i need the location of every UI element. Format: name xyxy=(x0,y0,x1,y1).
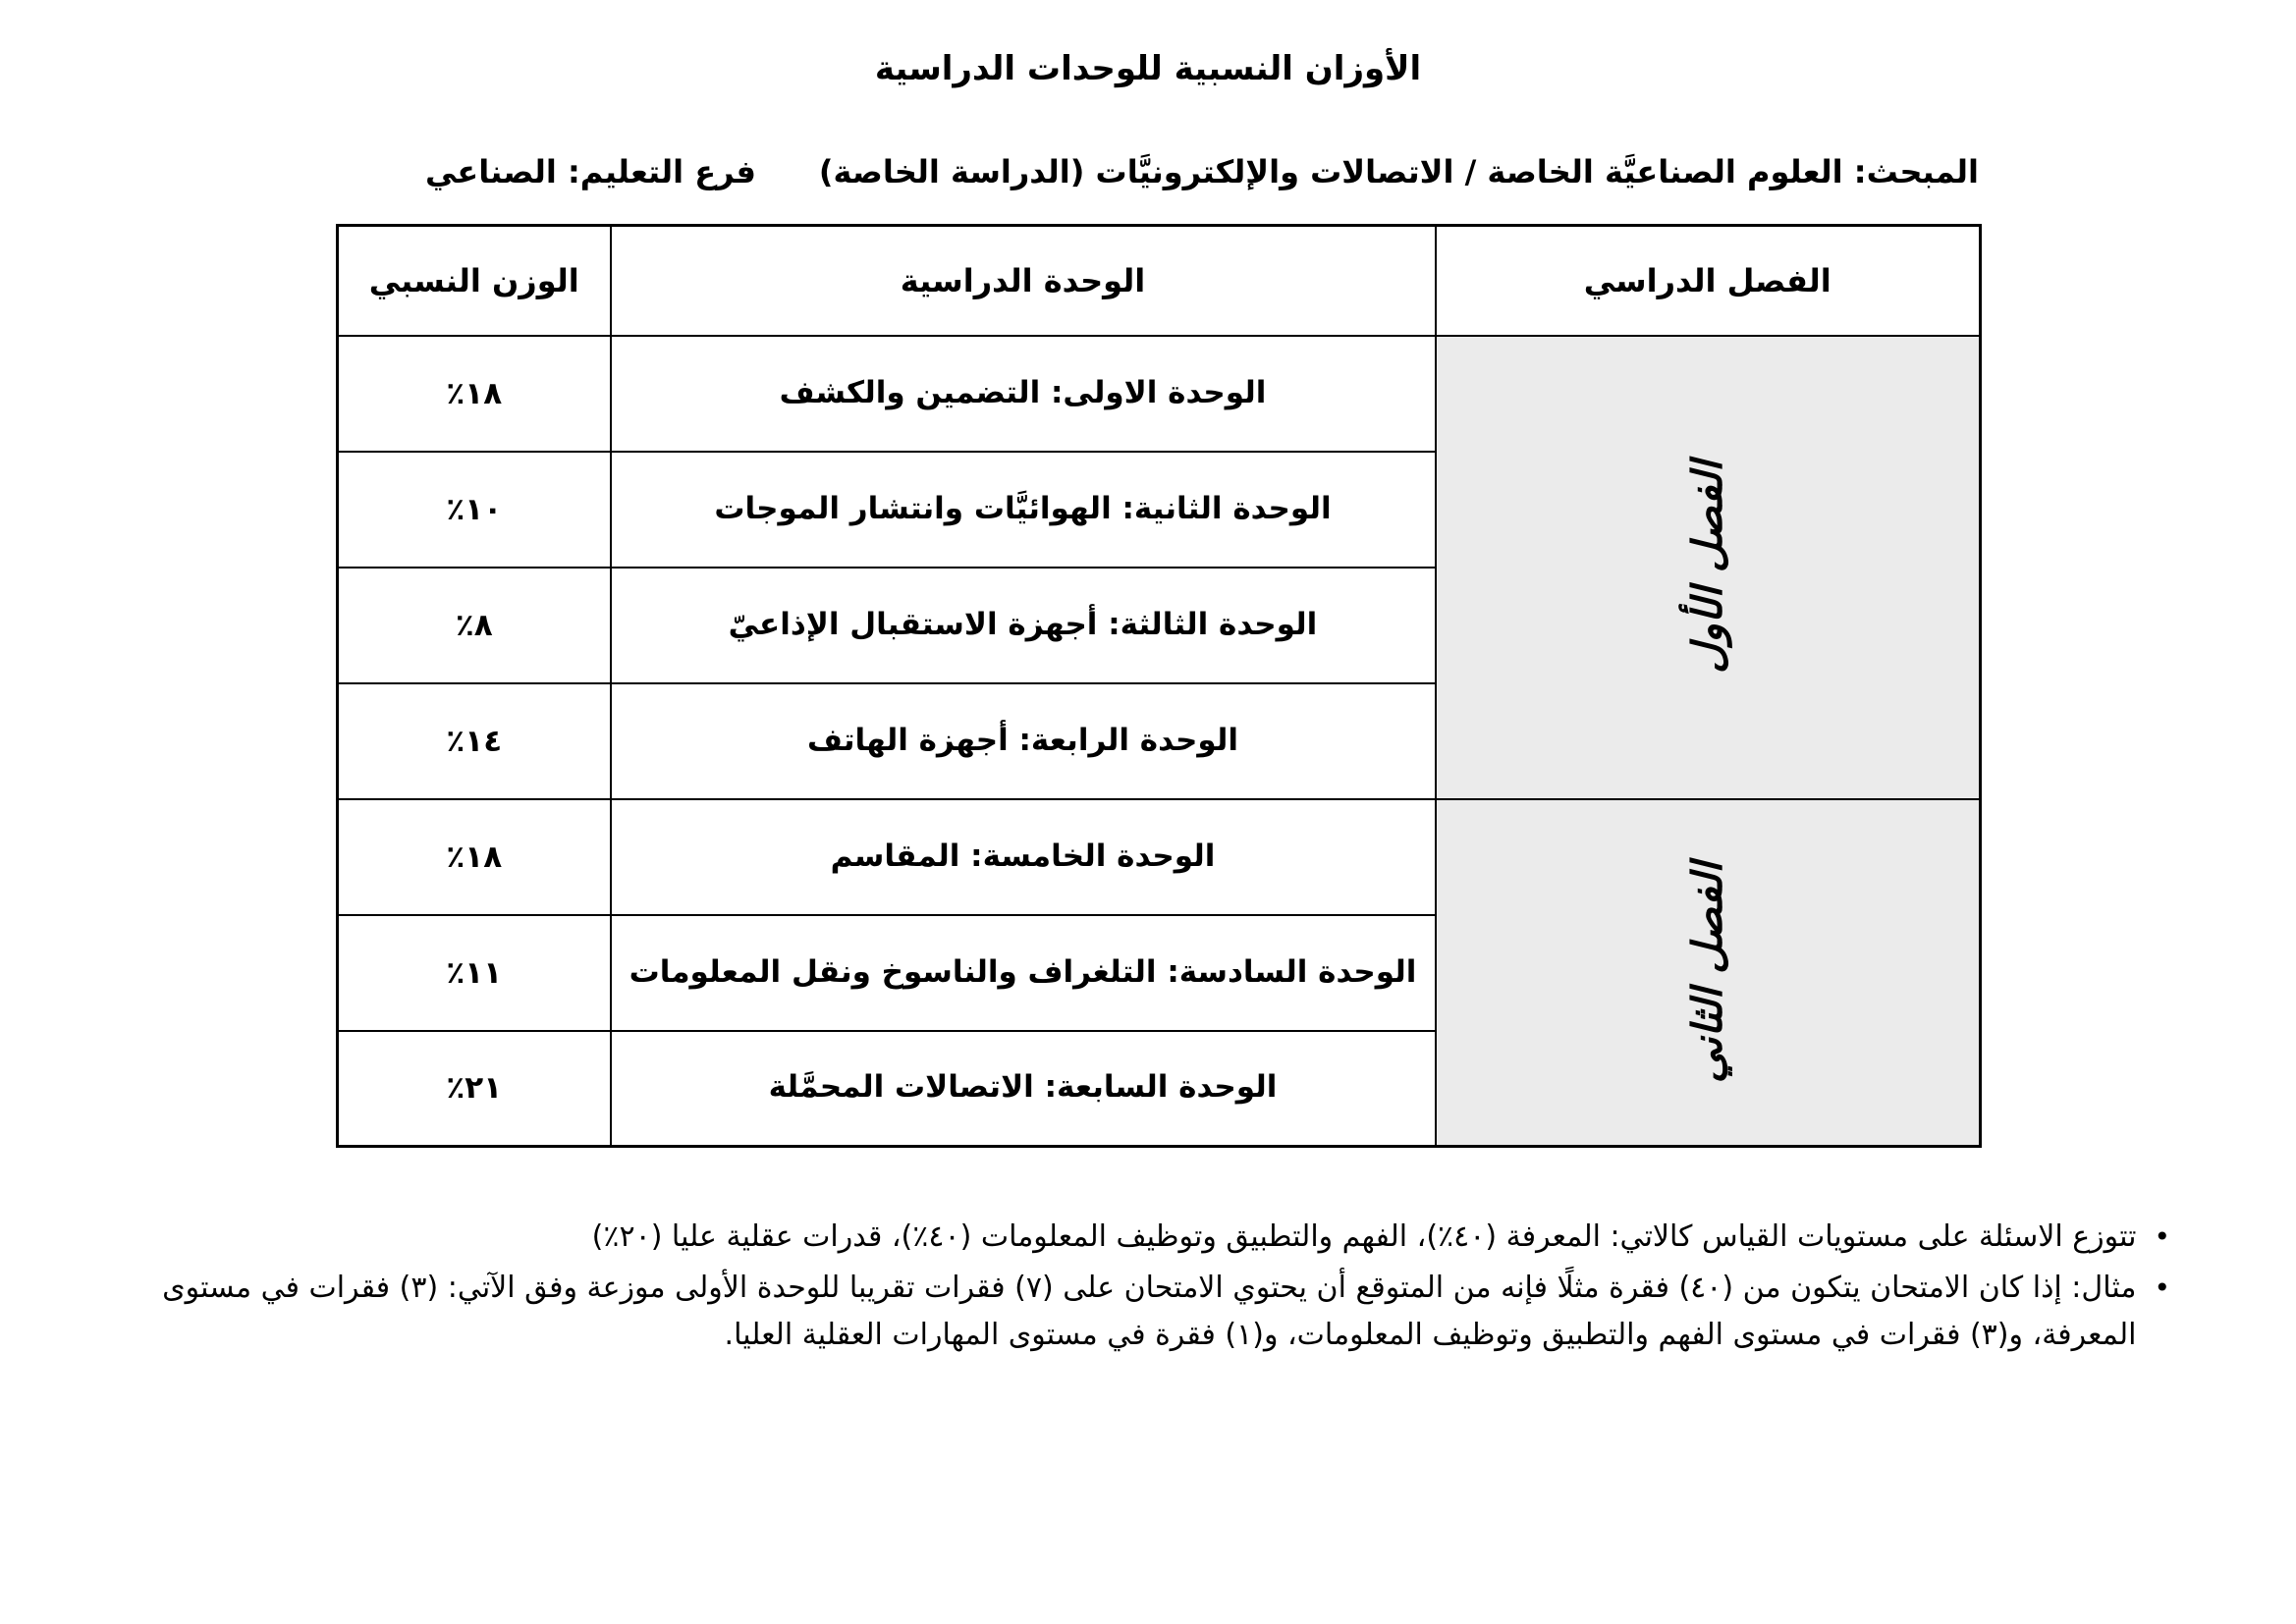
unit-weight-cell: ٢١٪ xyxy=(338,1031,611,1147)
unit-weight-cell: ١٠٪ xyxy=(338,452,611,568)
unit-weight-cell: ١٨٪ xyxy=(338,799,611,915)
subject-label: المبحث: العلوم الصناعيَّة الخاصة / الاتصالات والإلكترونيَّات (الدراسة الخاصة) xyxy=(818,153,1979,190)
unit-name-cell: الوحدة الثانية: الهوائيَّات وانتشار الموجات xyxy=(611,452,1436,568)
unit-weight-cell: ٨٪ xyxy=(338,568,611,683)
branch-label: فرع التعليم: الصناعي xyxy=(425,153,756,190)
table-row xyxy=(338,336,1981,452)
page-title: الأوزان النسبية للوحدات الدراسية xyxy=(874,49,1422,88)
column-header-semester: الفصل الدراسي xyxy=(1436,226,1981,336)
note-item xyxy=(137,1214,2170,1261)
unit-name-cell: الوحدة السادسة: التلغراف والناسوخ ونقل المعلومات xyxy=(611,915,1436,1031)
column-header-weight: الوزن النسبي xyxy=(338,226,611,336)
notes-section xyxy=(137,1214,2170,1363)
semester-label-first: الفصل الأول xyxy=(1683,460,1732,674)
unit-name-cell: الوحدة الاولى: التضمين والكشف xyxy=(611,336,1436,452)
bullet-marker: • xyxy=(2154,1220,2170,1253)
unit-weight-cell: ١٨٪ xyxy=(338,336,611,452)
unit-name-cell: الوحدة السابعة: الاتصالات المحمَّلة xyxy=(611,1031,1436,1147)
weights-table xyxy=(336,224,1982,1148)
bullet-marker: • xyxy=(2154,1272,2170,1304)
semester-cell-second xyxy=(1436,799,1981,1147)
unit-weight-cell: ١٤٪ xyxy=(338,683,611,799)
unit-weight-cell: ١١٪ xyxy=(338,915,611,1031)
table-row xyxy=(338,799,1981,915)
column-header-unit: الوحدة الدراسية xyxy=(611,226,1436,336)
unit-name-cell: الوحدة الثالثة: أجهزة الاستقبال الإذاعيّ xyxy=(611,568,1436,683)
semester-cell-first xyxy=(1436,336,1981,799)
note-item xyxy=(137,1265,2170,1359)
note-text: تتوزع الاسئلة على مستويات القياس كالاتي: المعرفة (٤٠٪)، الفهم والتطبيق وتوظيف المعلومات (٤٠٪)، قدرات عقلية عليا (٢٠٪) xyxy=(591,1219,2137,1254)
note-text: مثال: إذا كان الامتحان يتكون من (٤٠) فقرة مثلًا فإنه من المتوقع أن يحتوي الامتحان على (٧) فقرات تقريبا للوحدة الأولى موزعة وفق الآتي: (٣) فقرات في مستوى المعرفة، و(٣) فقرات في مستوى الفهم والتطبيق وتوظيف المعلومات، و(١) فقرة في مستوى المهارات العقلية العليا. xyxy=(162,1271,2137,1352)
unit-name-cell: الوحدة الرابعة: أجهزة الهاتف xyxy=(611,683,1436,799)
unit-name-cell: الوحدة الخامسة: المقاسم xyxy=(611,799,1436,915)
table-header-row xyxy=(338,226,1981,336)
semester-label-second: الفصل الثاني xyxy=(1683,861,1732,1083)
